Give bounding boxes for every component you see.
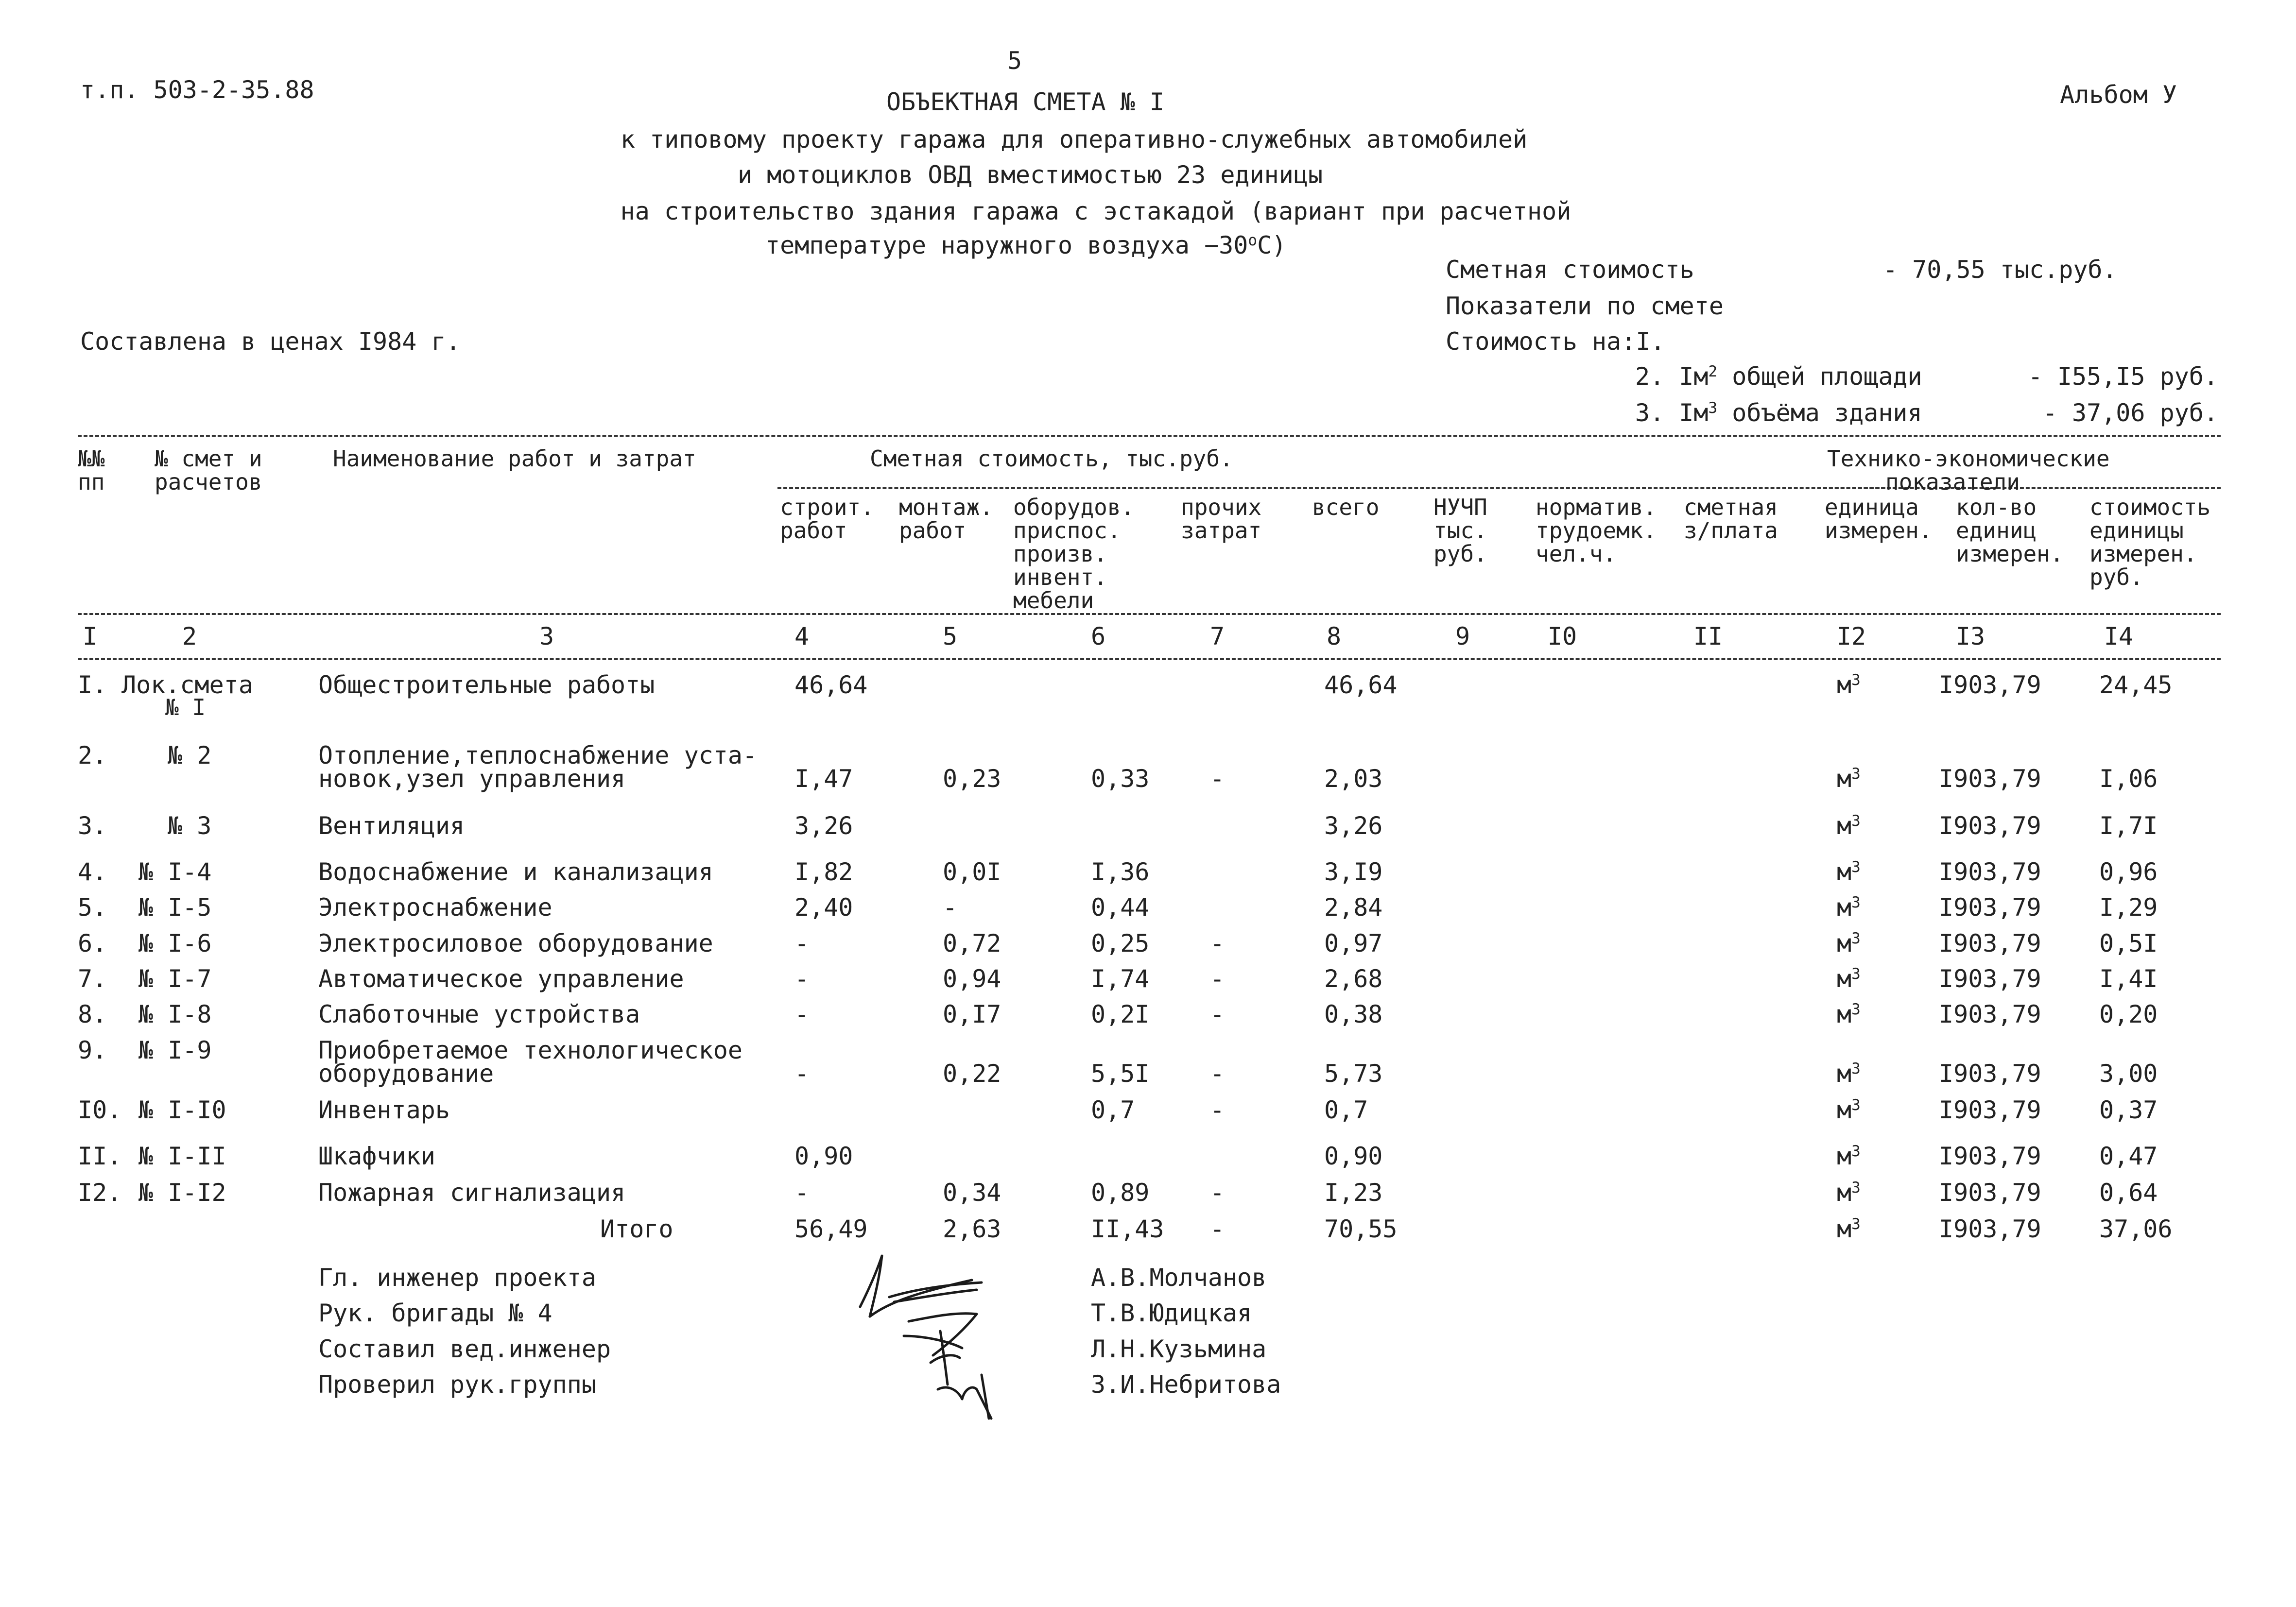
column-number-10: I0 [1547, 622, 1577, 650]
row-estimate-ref: № 2 [168, 741, 212, 769]
row-construction: 0,90 [794, 1142, 853, 1170]
header-unit-cost: стоимость единицы измерен. руб. [2089, 494, 2211, 590]
prices-year: Составлена в ценах I984 г. [80, 327, 461, 356]
column-number-12: I2 [1836, 622, 1866, 650]
row-work-name: Общестроительные работы [318, 671, 655, 699]
row-quantity: I903,79 [1939, 671, 2041, 699]
row-unit-cost: 24,45 [2099, 671, 2173, 699]
total-equipment: II,43 [1091, 1215, 1164, 1243]
row-total: 2,84 [1324, 893, 1383, 922]
row-quantity: I903,79 [1939, 765, 2041, 793]
row-number: II. [78, 1142, 122, 1170]
row-estimate-ref: № I-9 [138, 1036, 212, 1064]
row-number: 6. [78, 929, 107, 957]
row-construction: - [794, 1060, 810, 1088]
row-work-name: Инвентарь [318, 1096, 450, 1124]
row-unit-cost: 0,20 [2099, 1000, 2158, 1028]
header-labor: норматив. трудоемк. чел.ч. [1536, 494, 1657, 567]
row-construction: I,82 [794, 858, 853, 886]
row-equipment: 0,25 [1091, 929, 1150, 957]
row-work-name-2: новок,узел управления [318, 765, 626, 793]
row-construction: 3,26 [794, 812, 853, 840]
column-number-2: 2 [182, 622, 197, 650]
indicators-label: Показатели по смете [1446, 292, 1724, 320]
row-number: I2. [78, 1179, 122, 1207]
row-estimate-ref: № 3 [168, 812, 212, 840]
row-unit: $м^3$ [1837, 965, 1861, 993]
row-number: 9. [78, 1036, 107, 1064]
row-quantity: I903,79 [1939, 812, 2041, 840]
row-unit-cost: 3,00 [2099, 1060, 2158, 1088]
row-work-name: Электроснабжение [318, 893, 552, 922]
header-total: всего [1312, 494, 1380, 520]
row-number: 5. [78, 893, 107, 922]
handwritten-signatures [836, 1244, 1011, 1423]
row-construction: 2,40 [794, 893, 853, 922]
estimated-cost-label: Сметная стоимость [1446, 256, 1694, 284]
row-unit-cost: I,4I [2099, 965, 2158, 993]
row-estimate-ref: № I-I0 [138, 1096, 226, 1124]
row-number: 3. [78, 812, 107, 840]
row-estimate-ref: № I-6 [138, 929, 212, 957]
row-work-name-2: оборудование [318, 1060, 494, 1088]
row-construction: 46,64 [794, 671, 868, 699]
row-quantity: I903,79 [1939, 1179, 2041, 1207]
row-work-name: Шкафчики [318, 1142, 435, 1170]
row-total: 0,97 [1324, 929, 1383, 957]
row-construction: - [794, 1000, 810, 1028]
header-installation: монтаж. работ [899, 494, 993, 544]
row-unit-cost: I,06 [2099, 765, 2158, 793]
volume-indicator-label: 3. $Iм^3$ объёма здания [1635, 399, 1922, 427]
row-unit-cost: 0,96 [2099, 858, 2158, 886]
column-number-14: I4 [2104, 622, 2134, 650]
row-unit: $м^3$ [1837, 858, 1861, 886]
row-work-name: Пожарная сигнализация [318, 1179, 626, 1207]
row-equipment: 0,33 [1091, 765, 1150, 793]
row-number: 4. [78, 858, 107, 886]
total-quantity: I903,79 [1939, 1215, 2041, 1243]
row-other: - [1210, 1060, 1225, 1088]
column-number-5: 5 [942, 622, 958, 650]
table-top-rule [78, 435, 2221, 437]
signature-name: З.И.Небритова [1091, 1370, 1281, 1399]
row-work-name: Приобретаемое технологическое [318, 1036, 742, 1064]
row-other: - [1210, 1096, 1225, 1124]
row-unit: $м^3$ [1837, 671, 1861, 699]
row-equipment: 0,44 [1091, 893, 1150, 922]
header-bottom-rule [78, 613, 2221, 615]
row-total: 3,26 [1324, 812, 1383, 840]
row-quantity: I903,79 [1939, 965, 2041, 993]
row-total: 2,68 [1324, 965, 1383, 993]
row-quantity: I903,79 [1939, 893, 2041, 922]
row-number: 2. [78, 741, 107, 769]
row-equipment: I,36 [1091, 858, 1150, 886]
row-estimate-ref: Лок.смета [121, 671, 253, 699]
column-number-13: I3 [1955, 622, 1985, 650]
row-total: 5,73 [1324, 1060, 1383, 1088]
subtitle-line-3: на строительство здания гаража с эстакадой (вариант при расчетной [620, 197, 1571, 225]
row-estimate-ref-2: № I [165, 694, 206, 720]
volume-indicator-value: - 37,06 руб. [2042, 399, 2218, 427]
row-construction: - [794, 965, 810, 993]
signature-role: Составил вед.инженер [318, 1335, 611, 1363]
row-quantity: I903,79 [1939, 1000, 2041, 1028]
page-number: 5 [1007, 47, 1022, 75]
header-construction: строит. работ [780, 494, 874, 544]
row-equipment: 0,7 [1091, 1096, 1135, 1124]
row-quantity: I903,79 [1939, 929, 2041, 957]
row-unit-cost: I,7I [2099, 812, 2158, 840]
row-total: 2,03 [1324, 765, 1383, 793]
row-equipment: I,74 [1091, 965, 1150, 993]
row-installation: 0,94 [943, 965, 1001, 993]
column-number-9: 9 [1455, 622, 1470, 650]
row-unit: $м^3$ [1837, 893, 1861, 922]
row-equipment: 0,89 [1091, 1179, 1150, 1207]
row-equipment: 5,5I [1091, 1060, 1150, 1088]
row-unit-cost: 0,5I [2099, 929, 2158, 957]
header-nuchp: НУЧП тыс. руб. [1433, 494, 1487, 567]
signature-name: Л.Н.Кузьмина [1091, 1335, 1267, 1363]
header-equipment: оборудов. приспос. произв. инвент. мебели [1013, 494, 1135, 614]
row-unit: $м^3$ [1837, 1142, 1861, 1170]
row-work-name: Электросиловое оборудование [318, 929, 713, 957]
row-unit-cost: 0,47 [2099, 1142, 2158, 1170]
row-installation: 0,0I [943, 858, 1001, 886]
header-tech-group-2: показатели [1885, 469, 2020, 495]
document-code: т.п. 503-2-35.88 [80, 76, 314, 104]
row-quantity: I903,79 [1939, 1142, 2041, 1170]
estimate-title: ОБЪЕКТНАЯ СМЕТА № I [886, 88, 1164, 116]
row-total: 0,38 [1324, 1000, 1383, 1028]
row-total: 0,7 [1324, 1096, 1368, 1124]
header-wages: сметная з/плата [1684, 494, 1778, 544]
header-other: прочих затрат [1181, 494, 1262, 544]
row-estimate-ref: № I-II [138, 1142, 226, 1170]
row-unit-cost: 0,64 [2099, 1179, 2158, 1207]
column-number-11: II [1693, 622, 1723, 650]
row-unit: $м^3$ [1837, 1096, 1861, 1124]
area-indicator-label: 2. $Iм^2$ общей площади [1635, 362, 1922, 391]
row-unit: $м^3$ [1837, 1060, 1861, 1088]
total-other: - [1210, 1215, 1225, 1243]
row-estimate-ref: № I-7 [138, 965, 212, 993]
subtitle-line-2: и мотоциклов ОВД вместимостью 23 единицы [737, 161, 1323, 189]
row-estimate-ref: № I-8 [138, 1000, 212, 1028]
row-construction: - [794, 1179, 810, 1207]
signature-name: Т.В.Юдицкая [1091, 1299, 1252, 1327]
row-work-name: Водоснабжение и канализация [318, 858, 713, 886]
subtitle-line-4: температуре наружного воздуха $-30^оС$) [765, 231, 1287, 259]
header-row-number: №№ пп [78, 445, 105, 495]
signature-role: Рук. бригады № 4 [318, 1299, 552, 1327]
signature-role: Проверил рук.группы [318, 1370, 596, 1399]
area-indicator-value: - I55,I5 руб. [2028, 362, 2218, 391]
cost-per-label: Стоимость на:I. [1446, 327, 1665, 356]
column-number-3: 3 [539, 622, 554, 650]
row-unit: $м^3$ [1837, 1179, 1861, 1207]
row-other: - [1210, 1179, 1225, 1207]
row-equipment: 0,2I [1091, 1000, 1150, 1028]
estimated-cost-value: - 70,55 тыс.руб. [1883, 256, 2117, 284]
row-number: 8. [78, 1000, 107, 1028]
row-number: I0. [78, 1096, 122, 1124]
column-number-8: 8 [1326, 622, 1342, 650]
row-other: - [1210, 1000, 1225, 1028]
row-other: - [1210, 765, 1225, 793]
row-installation: 0,I7 [943, 1000, 1001, 1028]
row-unit: $м^3$ [1837, 1000, 1861, 1028]
column-number-7: 7 [1209, 622, 1225, 650]
total-unit: $м^3$ [1837, 1215, 1861, 1243]
column-number-6: 6 [1090, 622, 1106, 650]
header-cost-group: Сметная стоимость, тыс.руб. [870, 445, 1233, 472]
row-construction: - [794, 929, 810, 957]
row-installation: 0,23 [943, 765, 1001, 793]
row-quantity: I903,79 [1939, 858, 2041, 886]
column-numbers-rule [78, 658, 2221, 660]
column-number-1: I [82, 622, 98, 650]
header-tech-group: Технико-экономические [1827, 445, 2110, 472]
row-quantity: I903,79 [1939, 1096, 2041, 1124]
row-construction: I,47 [794, 765, 853, 793]
row-work-name: Вентиляция [318, 812, 465, 840]
cost-group-rule [777, 487, 1885, 489]
row-work-name: Слаботочные устройства [318, 1000, 640, 1028]
total-installation: 2,63 [943, 1215, 1001, 1243]
total-label: Итого [600, 1215, 673, 1243]
row-work-name: Автоматическое управление [318, 965, 684, 993]
row-estimate-ref: № I-5 [138, 893, 212, 922]
header-quantity: кол-во единиц измерен. [1956, 494, 2064, 567]
subtitle-line-1: к типовому проекту гаража для оперативно-служебных автомобилей [620, 125, 1528, 154]
header-work-name: Наименование работ и затрат [333, 445, 696, 472]
row-other: - [1210, 929, 1225, 957]
row-work-name: Отопление,теплоснабжение уста- [318, 741, 758, 769]
row-total: 3,I9 [1324, 858, 1383, 886]
row-installation: 0,34 [943, 1179, 1001, 1207]
signature-name: А.В.Молчанов [1091, 1264, 1267, 1292]
header-unit: единица измерен. [1825, 494, 1933, 544]
row-quantity: I903,79 [1939, 1060, 2041, 1088]
total-sum: 70,55 [1324, 1215, 1398, 1243]
row-total: 0,90 [1324, 1142, 1383, 1170]
total-unit-cost: 37,06 [2099, 1215, 2173, 1243]
row-unit-cost: I,29 [2099, 893, 2158, 922]
row-estimate-ref: № I-I2 [138, 1179, 226, 1207]
row-unit: $м^3$ [1837, 929, 1861, 957]
column-number-4: 4 [794, 622, 810, 650]
row-number: 7. [78, 965, 107, 993]
row-total: I,23 [1324, 1179, 1383, 1207]
row-unit: $м^3$ [1837, 765, 1861, 793]
row-number: I. [78, 671, 107, 699]
row-installation: 0,22 [943, 1060, 1001, 1088]
row-installation: - [943, 893, 958, 922]
header-estimate-ref: № смет и расчетов [155, 445, 262, 495]
row-other: - [1210, 965, 1225, 993]
row-total: 46,64 [1324, 671, 1398, 699]
row-installation: 0,72 [943, 929, 1001, 957]
signature-role: Гл. инженер проекта [318, 1264, 596, 1292]
album-label: Альбом У [2060, 81, 2177, 109]
row-unit: $м^3$ [1837, 812, 1861, 840]
row-unit-cost: 0,37 [2099, 1096, 2158, 1124]
total-construction: 56,49 [794, 1215, 868, 1243]
row-estimate-ref: № I-4 [138, 858, 212, 886]
